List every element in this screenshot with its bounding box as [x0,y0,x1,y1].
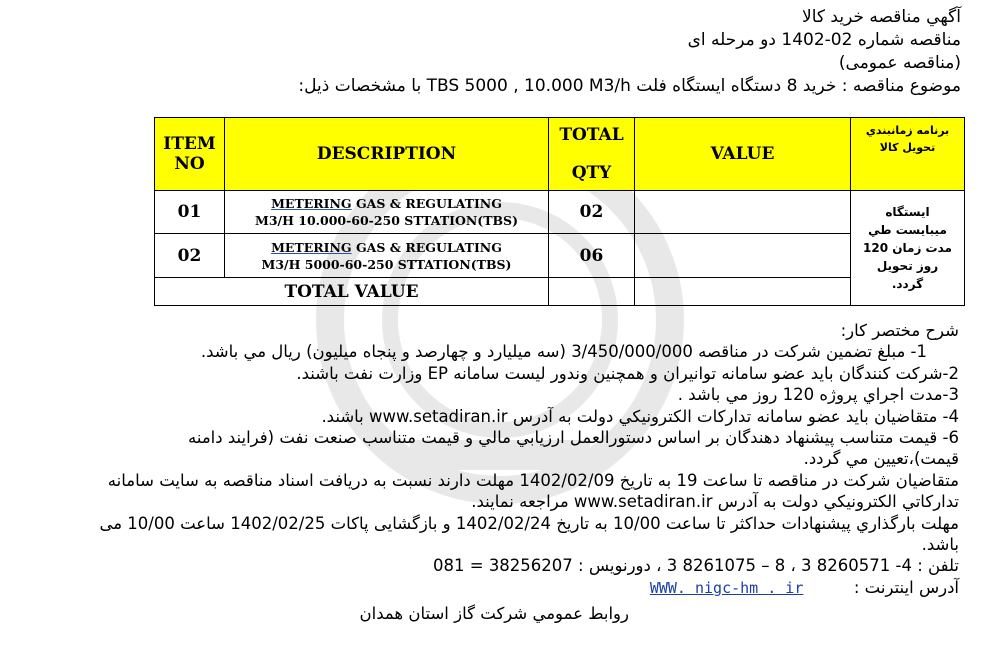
row1-value [635,191,851,234]
internet-label: آدرس اينترنت : [853,577,959,597]
phone-numbers: تلفن : 4- 8260571 3 ، 8 – 8261075 3 ، دورنويس : 38256207 = 081 [432,556,959,576]
delivery-note-cell [851,191,965,306]
header-qty-label: QTY [571,163,612,183]
row1-qty: 02 [549,191,635,234]
header-total-qty [549,118,635,191]
row2-qty: 06 [549,234,635,278]
total-value-label: TOTAL VALUE [155,278,549,306]
row1-desc-underlined: METERING [271,196,352,211]
header-item-no: ITEM NO [155,118,225,191]
tender-details [19,320,959,625]
row1-desc-line2: M3/H 10.000-60-250 STTATION(TBS) [254,213,519,228]
documents-deadline-2: تداركاتي الكترونيكي دولت به آدرس www.setadiran.ir مراجعه نمايند. [471,492,959,512]
item-pricing-2: قيمت)،تعيين مي گردد. [803,449,959,469]
summary-title: شرح مختصر كار: [840,321,959,340]
signature: روابط عمومي شركت گاز استان همدان [359,604,629,624]
row2-desc-line2: M3/H 5000-60-250 STTATION(TBS) [261,256,512,272]
tender-type: (مناقصه عمومی) [838,53,961,73]
website-link[interactable]: WWW. nigc-hm . ir [649,578,804,597]
delivery-note: ايستگاه ميبايست طي مدت زمان 120 روز تحويل گردد. [863,205,952,291]
total-qty-cell [549,278,635,306]
row1-item: 01 [155,191,225,234]
row2-desc-line1: GAS & REGULATING [351,239,502,255]
row1-desc-line1: GAS & REGULATING [351,196,502,211]
item-duration: 3-مدت اجراي پروژه 120 روز مي باشد . [677,385,959,405]
header-value: VALUE [635,118,851,191]
tender-subject: موضوع مناقصه : خريد 8 دستگاه ايستگاه فلت TBS 5000 , 10.000 M3/h با مشخصات ذيل: [298,76,961,96]
documents-deadline-1: متقاضيان شركت در مناقصه تا ساعت 19 به تاريخ 1402/02/09 مهلت دارند نسبت به دريافت اسناد مناقصه به سايت سامانه [107,470,959,490]
submission-deadline-1: مهلت بارگذاري پيشنهادات حداكثر تا ساعت 10/00 به تاريخ 1402/02/24 و بازگشایی پاكات 1402/02/25 ساعت 10/00 می [99,513,959,533]
announcement-title: آگهي مناقصه خريد كالا [802,7,961,27]
tender-items-table [154,117,965,306]
item-pricing-1: 6- قيمت متناسب پيشنهاد دهندگان بر اساس دستورالعمل ارزيابي مالي و قيمت متناسب صنعت نفت (فرايند دامنه [188,428,959,448]
tender-number: مناقصه شماره 02-1402 دو مرحله ای [687,30,961,50]
header-total-label: TOTAL [559,125,624,145]
submission-deadline-2: باشد. [921,535,959,555]
header-schedule [851,118,965,191]
item-setad: 4- متقاضيان بايد عضو سامانه تداركات الكترونيكي دولت به آدرس www.setadiran.ir باشند. [321,406,959,426]
row1-description [225,191,549,234]
row2-value [635,234,851,278]
item-membership: 2-شركت كنندگان بايد عضو سامانه توانيران و همچنين وندور ليست سامانه EP وزارت نفت باشند. [296,363,959,383]
header-description: DESCRIPTION [225,118,549,191]
announcement-header [31,6,961,98]
header-schedule-label: برنامه زمانبندي تحويل كالا [865,124,950,154]
row2-item: 02 [155,234,225,278]
item-guarantee: 1- مبلغ تضمين شركت در مناقصه 3/450/000/000 (سه ميليارد و چهارصد و پنجاه ميليون) ريال مي باشد. [200,342,927,362]
row2-description [225,234,549,278]
row2-desc-underlined: METERING [271,239,352,255]
total-value-cell [635,278,851,306]
internet-address-row [19,577,959,599]
